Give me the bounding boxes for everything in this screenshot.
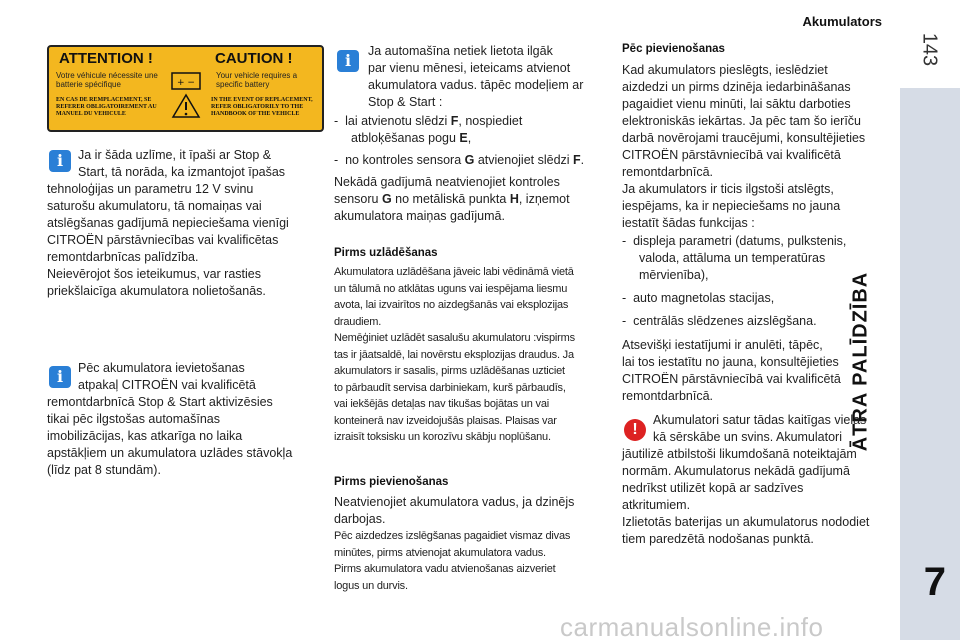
text-line: logus un durvis. [334, 579, 408, 592]
text-line: apstākļiem un akumulatora uzlādes stāvokļa [47, 446, 293, 460]
info-icon: i [49, 366, 71, 388]
text-line: tehnoloģijas un parametru 12 V svinu [47, 182, 254, 196]
note1-body [47, 181, 322, 300]
text-line: tas ir jāatsaldē, lai novērstu eksplozijas draudus. Ja [334, 348, 574, 361]
text-line: CITROËN pārstāvniecībā vai kvalificētā [622, 148, 841, 162]
text-line: remontdarbnīcas palīdzība. [47, 250, 199, 264]
disconnect-note [368, 43, 608, 111]
text-line: Ja automašīna netiek lietota ilgāk [368, 44, 553, 58]
text-line: Neatvienojiet akumulatora vadus, ja dzinējs [334, 495, 575, 509]
text-line: izraisīt toksisku un korozīvu skābju noplūšanu. [334, 431, 551, 443]
text-line: to pārbaudīt servisa darbiniekam, kurš pārbaudīs, [334, 381, 566, 394]
text-line: Kad akumulators pieslēgts, ieslēdziet [622, 63, 828, 77]
connect-body [334, 494, 619, 594]
key-letter: H [509, 192, 519, 206]
text-line: imobilizācijas, kas atkarīga no laika [47, 429, 243, 443]
text-span: akumulatora maiņas gadījumā. [334, 209, 505, 223]
text-line: Ja akumulators ir ticis ilgstoši atslēgts, [622, 182, 834, 196]
text-line: elektroniskās iekārtas. Ja pēc tam šo ierīču [622, 114, 861, 128]
text-line: remontdarbnīcā. [622, 165, 714, 179]
text-line: saturošu akumulatoru, tā nomaiņas vai [47, 199, 262, 213]
text-span: , izņemot [518, 192, 570, 206]
battery-hazard-icon [169, 71, 203, 121]
key-letter: F [450, 114, 459, 128]
text-line: CITROËN pārstāvniecības vai kvalificētas [47, 233, 279, 247]
text-span: auto magnetolas stacijas, [633, 291, 775, 305]
text-line: (līdz pat 8 stundām). [47, 463, 161, 477]
text-line: nedrīkst utilizēt kopā ar sadzīves [622, 481, 804, 495]
info-icon: i [49, 150, 71, 172]
text-line: jāutilizē atbilstoši likumdošanā noteiktajām [622, 447, 857, 461]
text-line: pagaidiet vienu minūti, lai sāktu darboties [622, 97, 851, 111]
text-line: lai tos iestatītu no jauna, konsultējieties [622, 355, 839, 369]
text-line: atkritumiem. [622, 498, 691, 512]
after-connect-heading: Pēc pievienošanas [622, 43, 725, 55]
text-span: , [467, 131, 472, 145]
label-french-text: Votre véhicule nécessite une batterie spécifique [56, 71, 158, 89]
bullet-central-locking [622, 313, 892, 330]
text-line: vai iekšējās detaļas nav tikušas bojātas un vai [334, 398, 550, 410]
bullet-dash: - [622, 314, 634, 328]
text-span: , nospiediet [458, 114, 523, 128]
sensor-paragraph [334, 174, 609, 225]
text-span: displeja parametri (datums, pulkstenis, [633, 234, 847, 248]
text-span: sensoru [334, 192, 382, 206]
text-line: darbā novērojami traucējumi, konsultējieties [622, 131, 866, 145]
text-line: remontdarbnīcā Stop & Start aktivizēsies [47, 395, 273, 409]
label-attention-title: ATTENTION ! [59, 50, 153, 67]
chapter-number: 7 [923, 560, 946, 604]
note2-body [47, 394, 322, 479]
text-span: centrālās slēdzenes aizslēgšana. [633, 314, 817, 328]
key-letter: G [464, 153, 475, 167]
warn-body [622, 446, 897, 548]
text-line: Nemēģiniet uzlādēt sasalušu akumulatoru :vispirms [334, 332, 575, 344]
connect-heading: Pirms pievienošanas [334, 476, 449, 488]
section-title: ĀTRA PALĪDZĪBA [849, 271, 872, 452]
text-line: normām. Akumulatorus nekādā gadījumā [622, 464, 850, 478]
text-line: atslēgšanas gadījumā nepieciešama vienīgi [47, 216, 289, 230]
text-line: par vienu mēnesi, ieteicams atvienot [368, 61, 571, 75]
bullet-display-params [622, 233, 892, 284]
label-caution-title: CAUTION ! [215, 50, 293, 67]
text-line: tiem paredzētā nodošanas punktā. [622, 532, 814, 546]
text-line: CITROËN pārstāvniecībā vai kvalificētā [622, 372, 841, 386]
page-title: Akumulators [802, 14, 882, 29]
note2-line1: Pēc akumulatora ievietošanas [78, 361, 245, 375]
label-english-text: Your vehicle requires a specific battery [216, 71, 298, 89]
chapter-sidebar [849, 0, 960, 640]
text-line: Atsevišķi iestatījumi ir anulēti, tāpēc, [622, 338, 823, 352]
bullet-switch-f [334, 113, 609, 147]
label-french-small: EN CAS DE REMPLACEMENT, SE REFERER OBLIGATOIREMENT AU MANUEL DU VEHICULE [56, 97, 157, 117]
bullet-dash: - [622, 291, 634, 305]
warn-line1: Akumulatori satur tādas kaitīgas vielas [653, 413, 867, 427]
text-span: . [580, 153, 585, 167]
text-span: no metāliskā punkta [391, 192, 510, 206]
text-line: darbojas. [334, 512, 386, 526]
text-line: Akumulatora uzlādēšana jāveic labi vēdināmā vietā [334, 266, 574, 278]
text-line: un tālumā no atklātas uguns vai iespējama liesmu [334, 282, 568, 295]
bullet-switch-g [334, 152, 609, 169]
text-span: no kontroles sensora [345, 153, 465, 167]
charge-body [334, 264, 619, 446]
note2-line2: atpakaļ CITROËN vai kvalificētā [78, 378, 256, 392]
text-line: avota, lai izvairītos no aizdegšanās vai eksplozijas [334, 299, 569, 311]
text-line: remontdarbnīcā. [622, 389, 714, 403]
key-letter: F [573, 153, 581, 167]
bullet-radio-stations [622, 290, 892, 307]
bullet-dash: - [622, 234, 634, 248]
info-icon: i [337, 50, 359, 72]
text-span: atbloķēšanas pogu [351, 131, 460, 145]
text-span: atvienojiet slēdzi [474, 153, 574, 167]
after-connect-body [622, 62, 892, 232]
label-english-small: IN THE EVENT OF REPLACEMENT, REFER OBLIGATORILY TO THE HANDBOOK OF THE VEHICLE [211, 97, 313, 117]
text-line: akumulatora vadus. tāpēc modeļiem ar [368, 78, 584, 92]
page-number: 143 [918, 32, 941, 67]
note1-line2: Start, tā norāda, ka izmantojot īpašas [78, 165, 286, 179]
text-line: Pēc aizdedzes izslēgšanas pagaidiet vismaz divas [334, 530, 571, 542]
text-line [622, 233, 892, 250]
text-line: draudiem. [334, 315, 382, 328]
warning-icon: ! [624, 419, 646, 441]
text-line: valoda, attāluma un temperatūras [639, 251, 826, 265]
key-letter: E [459, 131, 468, 145]
text-line: Neievērojot šos ieteikumus, var rasties [47, 267, 261, 281]
key-letter: G [381, 192, 392, 206]
text-line: Izlietotās baterijas un akumulatorus nododiet [622, 515, 870, 529]
text-line: minūtes, pirms atvienojat akumulatora vadus. [334, 546, 546, 559]
text-line: aizdedzi un pirms dzinēja iedarbināšanas [622, 80, 851, 94]
text-line: tikai pēc ilgstošas automašīnas [47, 412, 221, 426]
text-span: Nekādā gadījumā neatvienojiet kontroles [334, 175, 560, 189]
charge-heading: Pirms uzlādēšanas [334, 247, 438, 259]
text-line: mērvienība), [639, 268, 709, 282]
battery-warning-label [47, 45, 324, 132]
text-line: iespējams, ka ir nepieciešams no jauna [622, 199, 841, 213]
text-line: Stop & Start : [368, 95, 443, 109]
text-line: Pirms akumulatora vadu atvienošanas aizveriet [334, 563, 556, 575]
text-line: priekšlaicīga akumulatora nolietošanās. [47, 284, 266, 298]
warn-line2: kā sērskābe un svins. Akumulatori [653, 430, 842, 444]
text-line: akumulators ir sasalis, pirms uzlādēšanas uzticiet [334, 365, 565, 377]
reset-note [622, 337, 892, 405]
bullet-dash: - [334, 114, 346, 128]
svg-text:+ −: + − [177, 78, 195, 88]
text-line: konteinerā nav izveidojušās plaisas. Plaisas var [334, 414, 557, 427]
text-line: iestatīt šādas funkcijas : [622, 216, 755, 230]
note1-line1: Ja ir šāda uzlīme, it īpaši ar Stop & [78, 148, 272, 162]
watermark: carmanualsonline.info [560, 612, 824, 642]
text-span: lai atvienotu slēdzi [345, 114, 451, 128]
bullet-dash: - [334, 153, 346, 167]
